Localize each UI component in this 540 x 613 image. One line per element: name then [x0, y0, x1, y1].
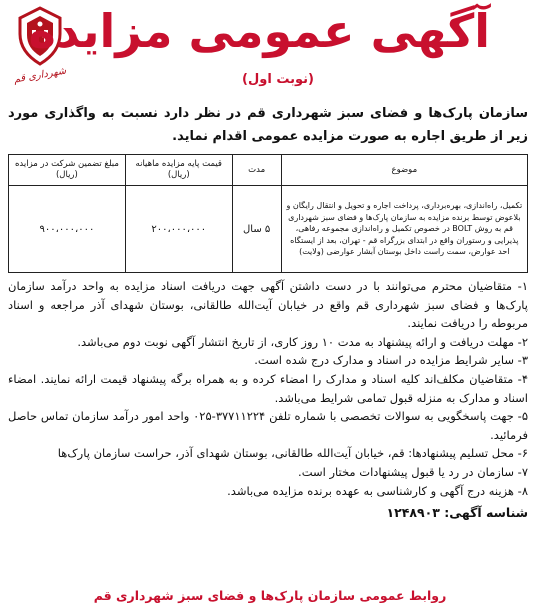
list-item: ۸- هزینه درج آگهی و کارشناسی به عهده برنده مزایده می‌باشد.	[227, 483, 528, 498]
list-item: ۵- جهت پاسخگویی به سوالات تخصصی با شماره تلفن ۳۷۷۱۱۲۲۴-۰۲۵ واحد امور درآمد سازمان تماس حاصل فرمائید.	[8, 409, 528, 442]
cell-duration: ۵ سال	[232, 186, 281, 273]
page-subtitle: (نوبت اول)	[242, 72, 314, 87]
notice-id: شناسه آگهی: ۱۲۴۸۹۰۳	[386, 505, 528, 521]
footer-signature: روابط عمومی سازمان پارک‌ها و فضای سبز شهرداری قم	[93, 588, 447, 603]
header-base-price: قیمت پایه مزایده ماهیانه (ریال)	[125, 155, 232, 186]
logo-caption: شهرداری قم	[12, 65, 68, 86]
table-row	[9, 186, 528, 273]
list-item: ۶- محل تسلیم پیشنهادها: قم، خیابان آیت‌الله طالقانی، بوستان شهدای آذر، حراست سازمان پارک‌ها	[57, 446, 528, 461]
page-title: آگهی عمومی مزایده	[28, 4, 490, 58]
table-header-row	[9, 155, 528, 186]
header-duration: مدت	[232, 155, 281, 186]
auction-table	[8, 154, 528, 273]
header	[8, 0, 528, 96]
terms-list	[8, 277, 528, 500]
cell-base-price: ۲۰۰،۰۰۰،۰۰۰	[125, 186, 232, 273]
list-item: ۱- متقاضیان محترم می‌توانند با در دست داشتن آگهی جهت دریافت اسناد مزایده به واحد درآمد سازمان پارک‌ها و فضای سبز شهرداری قم واقع در خیابان آیت‌الله طالقانی، بوستان شهدای آذر مراجعه و اسناد مربوطه را دریافت نمایند.	[8, 279, 528, 331]
list-item: ۳- سایر شرایط مزایده در اسناد و مدارک درج شده است.	[254, 353, 528, 368]
header-deposit: مبلغ تضمین شرکت در مزایده (ریال)	[9, 155, 126, 186]
cell-subject: تکمیل، راه‌اندازی، بهره‌برداری، پرداخت اجاره و تحویل و انتقال رایگان و بلاعوض توسط برنده مزایده به سازمان پارک‌ها و فضای سبز شهرداری قم به روش BOLT در خصوص تکمیل و راه‌اندازی مجموعه رفاهی، پذیرایی و رستوران واقع در ابتدای بزرگراه قم - تهران، بعد از ایستگاه احد عوارض، سمت راست داخل بوستان آبشار عوارضی (ولایت)	[281, 186, 527, 273]
list-item: ۷- سازمان در رد یا قبول پیشنهادات مختار است.	[298, 464, 528, 479]
intro-paragraph: سازمان پارک‌ها و فضای سبز شهرداری قم در نظر دارد نسبت به واگذاری مورد زیر از طریق اجاره به صورت مزایده عمومی اقدام نماید.	[8, 106, 528, 144]
list-item: ۲- مهلت دریافت و ارائه پیشنهاد به مدت ۱۰ روز کاری، از تاریخ انتشار آگهی نوبت دوم می‌باشد.	[77, 334, 528, 349]
list-item: ۴- متقاضیان مکلف‌اند کلیه اسناد و مدارک را امضاء کرده و به همراه برگه پیشنهاد قیمت ارائه نمایند. امضاء اسناد و مدارک به منزله قبول تمامی شرایط می‌باشد.	[8, 371, 528, 405]
cell-deposit: ۹۰۰،۰۰۰،۰۰۰	[9, 186, 126, 273]
header-subject: موضوع	[281, 155, 527, 186]
